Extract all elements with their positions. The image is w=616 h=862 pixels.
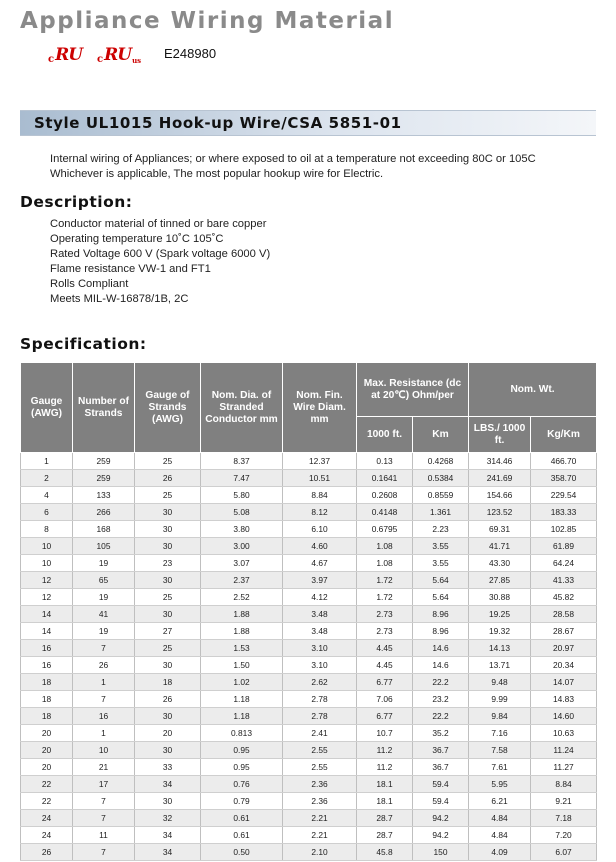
table-row <box>21 504 597 521</box>
cell-nom-fin-diam: 2.21 <box>283 810 357 827</box>
description-item: Rated Voltage 600 V (Spark voltage 6000 V) <box>50 248 271 260</box>
cell-strands: 10 <box>73 742 135 759</box>
cell-wt-kg: 7.18 <box>531 810 597 827</box>
cell-wt-lbs: 30.88 <box>469 589 531 606</box>
cell-res-km: 36.7 <box>413 759 469 776</box>
cell-wt-lbs: 241.69 <box>469 470 531 487</box>
header-res-km: Km <box>413 417 469 453</box>
cell-wt-lbs: 19.32 <box>469 623 531 640</box>
cell-res-km: 14.6 <box>413 640 469 657</box>
cell-nom-fin-diam: 3.48 <box>283 606 357 623</box>
cell-strands: 259 <box>73 453 135 470</box>
cell-strands: 19 <box>73 623 135 640</box>
description-item: Operating temperature 10˚C 105˚C <box>50 233 224 245</box>
cell-wt-kg: 10.63 <box>531 725 597 742</box>
cell-res-1000ft: 4.45 <box>357 657 413 674</box>
cell-strands: 168 <box>73 521 135 538</box>
cell-strands: 21 <box>73 759 135 776</box>
cell-gauge-of-strands: 34 <box>135 827 201 844</box>
cell-res-km: 2.23 <box>413 521 469 538</box>
cell-res-1000ft: 0.13 <box>357 453 413 470</box>
cell-gauge: 14 <box>21 623 73 640</box>
cell-res-1000ft: 4.45 <box>357 640 413 657</box>
specification-heading: Specification: <box>20 335 147 353</box>
cell-nom-fin-diam: 6.10 <box>283 521 357 538</box>
cell-nom-fin-diam: 2.10 <box>283 844 357 861</box>
cell-wt-lbs: 4.84 <box>469 827 531 844</box>
cell-strands: 105 <box>73 538 135 555</box>
cell-gauge-of-strands: 32 <box>135 810 201 827</box>
cell-gauge: 10 <box>21 538 73 555</box>
table-row <box>21 759 597 776</box>
cell-wt-kg: 183.33 <box>531 504 597 521</box>
cell-res-1000ft: 0.2608 <box>357 487 413 504</box>
cell-res-km: 22.2 <box>413 708 469 725</box>
cell-gauge-of-strands: 26 <box>135 470 201 487</box>
intro-line: Whichever is applicable, The most popular hookup wire for Electric. <box>50 168 384 180</box>
table-row <box>21 810 597 827</box>
cell-wt-kg: 28.58 <box>531 606 597 623</box>
cell-wt-lbs: 7.16 <box>469 725 531 742</box>
cell-wt-kg: 11.27 <box>531 759 597 776</box>
cell-strands: 19 <box>73 555 135 572</box>
cell-res-km: 35.2 <box>413 725 469 742</box>
cell-nom-dia: 7.47 <box>201 470 283 487</box>
cell-res-1000ft: 45.8 <box>357 844 413 861</box>
cell-wt-lbs: 154.66 <box>469 487 531 504</box>
cell-gauge: 18 <box>21 708 73 725</box>
cell-wt-kg: 6.07 <box>531 844 597 861</box>
table-row <box>21 470 597 487</box>
table-row <box>21 538 597 555</box>
cell-strands: 7 <box>73 691 135 708</box>
description-item: Rolls Compliant <box>50 278 129 290</box>
header-res-1000ft: 1000 ft. <box>357 417 413 453</box>
cell-strands: 1 <box>73 725 135 742</box>
cell-nom-fin-diam: 2.36 <box>283 776 357 793</box>
cell-nom-fin-diam: 3.48 <box>283 623 357 640</box>
cell-strands: 7 <box>73 844 135 861</box>
cell-gauge: 10 <box>21 555 73 572</box>
cell-res-km: 3.55 <box>413 538 469 555</box>
cell-strands: 7 <box>73 810 135 827</box>
table-row <box>21 793 597 810</box>
cell-wt-lbs: 41.71 <box>469 538 531 555</box>
cell-wt-kg: 11.24 <box>531 742 597 759</box>
cell-res-km: 0.8559 <box>413 487 469 504</box>
table-row <box>21 640 597 657</box>
cell-wt-lbs: 4.84 <box>469 810 531 827</box>
cul-us-logo: c RU us <box>97 45 142 65</box>
cell-res-1000ft: 11.2 <box>357 742 413 759</box>
cell-gauge: 22 <box>21 793 73 810</box>
cell-res-km: 14.6 <box>413 657 469 674</box>
cell-res-1000ft: 10.7 <box>357 725 413 742</box>
description-item: Meets MIL-W-16878/1B, 2C <box>50 293 189 305</box>
cell-gauge-of-strands: 30 <box>135 657 201 674</box>
cell-wt-lbs: 4.09 <box>469 844 531 861</box>
table-row <box>21 827 597 844</box>
cell-res-km: 0.5384 <box>413 470 469 487</box>
cell-nom-fin-diam: 4.12 <box>283 589 357 606</box>
cell-nom-dia: 0.813 <box>201 725 283 742</box>
cell-wt-lbs: 43.30 <box>469 555 531 572</box>
cell-gauge-of-strands: 25 <box>135 640 201 657</box>
table-row <box>21 555 597 572</box>
cell-nom-fin-diam: 2.78 <box>283 708 357 725</box>
cell-nom-dia: 0.50 <box>201 844 283 861</box>
cell-res-km: 8.96 <box>413 623 469 640</box>
cell-nom-dia: 5.08 <box>201 504 283 521</box>
cell-gauge-of-strands: 26 <box>135 691 201 708</box>
cell-gauge-of-strands: 18 <box>135 674 201 691</box>
cell-wt-lbs: 19.25 <box>469 606 531 623</box>
cell-res-km: 1.361 <box>413 504 469 521</box>
header-number-of-strands: Number of Strands <box>73 363 135 453</box>
cell-strands: 17 <box>73 776 135 793</box>
specification-table-body <box>21 453 597 861</box>
cell-nom-dia: 0.76 <box>201 776 283 793</box>
cell-res-km: 22.2 <box>413 674 469 691</box>
cell-gauge-of-strands: 34 <box>135 844 201 861</box>
table-row <box>21 844 597 861</box>
cell-gauge: 20 <box>21 725 73 742</box>
cell-res-1000ft: 2.73 <box>357 606 413 623</box>
cell-strands: 1 <box>73 674 135 691</box>
cell-wt-kg: 28.67 <box>531 623 597 640</box>
cell-res-1000ft: 11.2 <box>357 759 413 776</box>
cell-gauge: 18 <box>21 691 73 708</box>
cell-wt-kg: 8.84 <box>531 776 597 793</box>
description-item: Conductor material of tinned or bare copper <box>50 218 267 230</box>
cell-nom-fin-diam: 2.55 <box>283 742 357 759</box>
certification-logos <box>48 44 155 66</box>
cell-gauge: 6 <box>21 504 73 521</box>
cell-gauge-of-strands: 25 <box>135 589 201 606</box>
cell-nom-fin-diam: 2.21 <box>283 827 357 844</box>
cell-wt-kg: 466.70 <box>531 453 597 470</box>
cell-nom-dia: 0.61 <box>201 827 283 844</box>
table-row <box>21 691 597 708</box>
cell-wt-kg: 14.83 <box>531 691 597 708</box>
table-row <box>21 589 597 606</box>
cell-strands: 7 <box>73 793 135 810</box>
cell-nom-dia: 1.18 <box>201 691 283 708</box>
cell-nom-fin-diam: 2.62 <box>283 674 357 691</box>
cell-nom-dia: 8.37 <box>201 453 283 470</box>
cell-gauge: 16 <box>21 657 73 674</box>
cell-wt-lbs: 7.61 <box>469 759 531 776</box>
cell-wt-kg: 20.97 <box>531 640 597 657</box>
cell-strands: 133 <box>73 487 135 504</box>
cell-res-1000ft: 18.1 <box>357 776 413 793</box>
cell-res-1000ft: 6.77 <box>357 708 413 725</box>
intro-line: Internal wiring of Appliances; or where exposed to oil at a temperature not exceeding 80C or 105C <box>50 153 536 165</box>
cell-wt-lbs: 9.99 <box>469 691 531 708</box>
cell-nom-dia: 1.88 <box>201 606 283 623</box>
cell-res-1000ft: 0.1641 <box>357 470 413 487</box>
cell-gauge-of-strands: 33 <box>135 759 201 776</box>
header-wt-kg: Kg/Km <box>531 417 597 453</box>
table-row <box>21 572 597 589</box>
cell-nom-fin-diam: 12.37 <box>283 453 357 470</box>
description-heading: Description: <box>20 193 133 211</box>
cell-gauge-of-strands: 30 <box>135 538 201 555</box>
specification-table <box>20 362 597 861</box>
cell-nom-dia: 1.88 <box>201 623 283 640</box>
table-row <box>21 453 597 470</box>
header-gauge: Gauge (AWG) <box>21 363 73 453</box>
cell-wt-lbs: 27.85 <box>469 572 531 589</box>
cell-res-km: 8.96 <box>413 606 469 623</box>
cell-res-1000ft: 28.7 <box>357 827 413 844</box>
cell-nom-dia: 1.18 <box>201 708 283 725</box>
cell-strands: 65 <box>73 572 135 589</box>
cell-nom-fin-diam: 2.55 <box>283 759 357 776</box>
table-row <box>21 776 597 793</box>
cell-res-1000ft: 1.72 <box>357 572 413 589</box>
cell-wt-lbs: 314.46 <box>469 453 531 470</box>
cell-nom-dia: 2.52 <box>201 589 283 606</box>
cell-wt-kg: 64.24 <box>531 555 597 572</box>
cell-res-1000ft: 2.73 <box>357 623 413 640</box>
cell-strands: 19 <box>73 589 135 606</box>
table-row <box>21 708 597 725</box>
cell-res-km: 94.2 <box>413 827 469 844</box>
cell-wt-kg: 45.82 <box>531 589 597 606</box>
cell-wt-lbs: 6.21 <box>469 793 531 810</box>
cell-wt-kg: 41.33 <box>531 572 597 589</box>
cell-wt-lbs: 69.31 <box>469 521 531 538</box>
cell-nom-dia: 1.02 <box>201 674 283 691</box>
cell-nom-fin-diam: 8.12 <box>283 504 357 521</box>
cell-gauge: 8 <box>21 521 73 538</box>
cell-res-km: 59.4 <box>413 793 469 810</box>
table-row <box>21 674 597 691</box>
cell-wt-kg: 14.60 <box>531 708 597 725</box>
cell-gauge-of-strands: 20 <box>135 725 201 742</box>
cell-strands: 7 <box>73 640 135 657</box>
cell-gauge-of-strands: 30 <box>135 708 201 725</box>
cell-gauge-of-strands: 30 <box>135 742 201 759</box>
header-max-resistance: Max. Resistance (dc at 20℃) Ohm/per <box>357 363 469 417</box>
table-row <box>21 606 597 623</box>
cell-res-km: 150 <box>413 844 469 861</box>
cell-res-1000ft: 1.08 <box>357 538 413 555</box>
cell-wt-lbs: 13.71 <box>469 657 531 674</box>
cell-wt-lbs: 5.95 <box>469 776 531 793</box>
cell-nom-dia: 5.80 <box>201 487 283 504</box>
cell-res-km: 23.2 <box>413 691 469 708</box>
cell-gauge-of-strands: 30 <box>135 521 201 538</box>
cell-strands: 266 <box>73 504 135 521</box>
table-row <box>21 487 597 504</box>
style-title-bar <box>20 110 596 136</box>
cell-gauge: 12 <box>21 589 73 606</box>
cell-gauge: 16 <box>21 640 73 657</box>
cell-gauge-of-strands: 30 <box>135 606 201 623</box>
cell-strands: 16 <box>73 708 135 725</box>
cell-wt-kg: 229.54 <box>531 487 597 504</box>
table-row <box>21 657 597 674</box>
cell-nom-fin-diam: 3.10 <box>283 640 357 657</box>
cell-wt-kg: 14.07 <box>531 674 597 691</box>
cell-nom-fin-diam: 2.41 <box>283 725 357 742</box>
cell-strands: 259 <box>73 470 135 487</box>
cell-nom-fin-diam: 3.97 <box>283 572 357 589</box>
cell-gauge: 4 <box>21 487 73 504</box>
cell-gauge: 20 <box>21 742 73 759</box>
cell-res-1000ft: 0.4148 <box>357 504 413 521</box>
cell-res-km: 0.4268 <box>413 453 469 470</box>
cell-nom-dia: 0.79 <box>201 793 283 810</box>
cell-nom-fin-diam: 4.60 <box>283 538 357 555</box>
cell-nom-dia: 0.95 <box>201 759 283 776</box>
cell-gauge-of-strands: 30 <box>135 504 201 521</box>
cell-res-km: 94.2 <box>413 810 469 827</box>
cell-nom-fin-diam: 2.36 <box>283 793 357 810</box>
cell-gauge-of-strands: 23 <box>135 555 201 572</box>
cell-nom-fin-diam: 10.51 <box>283 470 357 487</box>
cell-nom-dia: 1.53 <box>201 640 283 657</box>
cell-nom-fin-diam: 3.10 <box>283 657 357 674</box>
cell-res-km: 59.4 <box>413 776 469 793</box>
cell-nom-fin-diam: 2.78 <box>283 691 357 708</box>
cell-gauge: 18 <box>21 674 73 691</box>
cell-gauge: 20 <box>21 759 73 776</box>
cell-nom-dia: 3.80 <box>201 521 283 538</box>
table-row <box>21 725 597 742</box>
cell-wt-lbs: 7.58 <box>469 742 531 759</box>
cell-gauge: 12 <box>21 572 73 589</box>
header-wt-lbs: LBS./ 1000 ft. <box>469 417 531 453</box>
cell-nom-fin-diam: 4.67 <box>283 555 357 572</box>
cell-nom-dia: 1.50 <box>201 657 283 674</box>
header-nom-dia: Nom. Dia. of Stranded Conductor mm <box>201 363 283 453</box>
cell-nom-fin-diam: 8.84 <box>283 487 357 504</box>
cell-res-1000ft: 1.08 <box>357 555 413 572</box>
cell-wt-kg: 358.70 <box>531 470 597 487</box>
cell-nom-dia: 2.37 <box>201 572 283 589</box>
cell-gauge: 24 <box>21 810 73 827</box>
table-row <box>21 742 597 759</box>
cell-wt-kg: 7.20 <box>531 827 597 844</box>
table-row <box>21 623 597 640</box>
cell-wt-kg: 20.34 <box>531 657 597 674</box>
cell-gauge: 1 <box>21 453 73 470</box>
page-title: Appliance Wiring Material <box>20 8 395 34</box>
ul-recognized-logo: c RU <box>48 45 83 65</box>
cell-strands: 11 <box>73 827 135 844</box>
cell-wt-lbs: 9.84 <box>469 708 531 725</box>
header-nom-fin-diam: Nom. Fin. Wire Diam. mm <box>283 363 357 453</box>
cell-gauge: 26 <box>21 844 73 861</box>
header-nom-wt: Nom. Wt. <box>469 363 597 417</box>
cell-nom-dia: 3.07 <box>201 555 283 572</box>
cell-wt-lbs: 14.13 <box>469 640 531 657</box>
cell-gauge-of-strands: 30 <box>135 572 201 589</box>
cell-wt-kg: 102.85 <box>531 521 597 538</box>
cell-res-1000ft: 18.1 <box>357 793 413 810</box>
header-gauge-of-strands: Gauge of Strands (AWG) <box>135 363 201 453</box>
cell-res-1000ft: 7.06 <box>357 691 413 708</box>
certification-number: E248980 <box>164 46 217 61</box>
description-list <box>50 217 270 307</box>
cell-gauge-of-strands: 34 <box>135 776 201 793</box>
cell-res-1000ft: 28.7 <box>357 810 413 827</box>
cell-res-km: 3.55 <box>413 555 469 572</box>
cell-res-1000ft: 6.77 <box>357 674 413 691</box>
cell-nom-dia: 3.00 <box>201 538 283 555</box>
cell-res-1000ft: 0.6795 <box>357 521 413 538</box>
cell-res-1000ft: 1.72 <box>357 589 413 606</box>
cell-gauge-of-strands: 27 <box>135 623 201 640</box>
intro-text <box>50 152 536 182</box>
cell-wt-kg: 61.89 <box>531 538 597 555</box>
cell-gauge-of-strands: 30 <box>135 793 201 810</box>
cell-wt-kg: 9.21 <box>531 793 597 810</box>
cell-strands: 41 <box>73 606 135 623</box>
description-item: Flame resistance VW-1 and FT1 <box>50 263 211 275</box>
cell-gauge-of-strands: 25 <box>135 453 201 470</box>
cell-strands: 26 <box>73 657 135 674</box>
cell-res-km: 36.7 <box>413 742 469 759</box>
table-row <box>21 521 597 538</box>
cell-res-km: 5.64 <box>413 572 469 589</box>
cell-gauge: 2 <box>21 470 73 487</box>
cell-gauge: 24 <box>21 827 73 844</box>
cell-wt-lbs: 9.48 <box>469 674 531 691</box>
cell-gauge: 22 <box>21 776 73 793</box>
cell-nom-dia: 0.61 <box>201 810 283 827</box>
style-title: Style UL1015 Hook-up Wire/CSA 5851-01 <box>34 114 402 132</box>
cell-wt-lbs: 123.52 <box>469 504 531 521</box>
cell-nom-dia: 0.95 <box>201 742 283 759</box>
cell-res-km: 5.64 <box>413 589 469 606</box>
cell-gauge-of-strands: 25 <box>135 487 201 504</box>
cell-gauge: 14 <box>21 606 73 623</box>
